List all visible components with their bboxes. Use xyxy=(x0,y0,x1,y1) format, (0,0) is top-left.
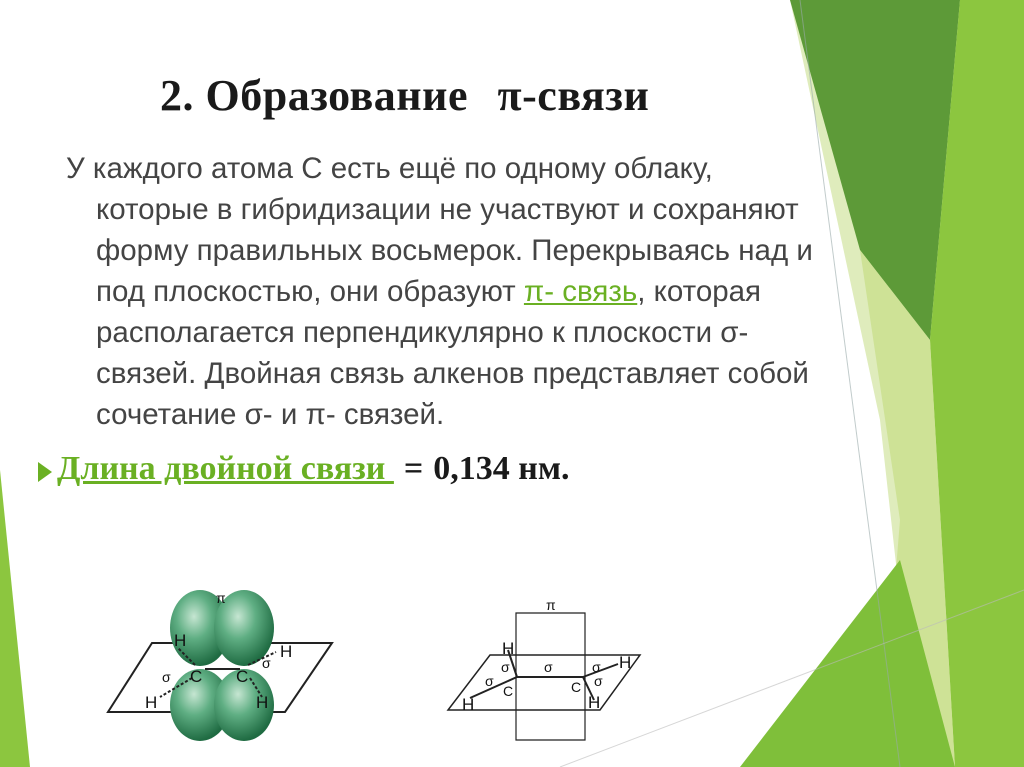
left-c-left: C xyxy=(190,667,203,686)
right-c-left: C xyxy=(503,683,514,699)
left-sigma-right: σ xyxy=(262,655,271,671)
right-sigma-r1: σ xyxy=(592,659,601,675)
left-green-strip xyxy=(0,470,30,767)
left-sigma-left: σ xyxy=(162,669,171,685)
bond-length-equals: = xyxy=(403,450,424,487)
right-h-right-bottom: H xyxy=(588,693,601,712)
para-line-5: располагается перпендикулярно к плоскости σ- xyxy=(96,316,749,349)
para-line-2: которые в гибридизации не участвуют и сохраняют xyxy=(96,193,799,226)
left-molecule-figure xyxy=(108,590,332,741)
left-h-top-left: H xyxy=(174,631,187,650)
right-sigma-l1: σ xyxy=(501,659,510,675)
left-pi-label: π xyxy=(216,590,226,606)
right-h-left: H xyxy=(462,695,475,714)
right-sigma-center: σ xyxy=(544,659,553,675)
para-line-1: У каждого атома С есть ещё по одному облаку, xyxy=(66,152,713,185)
bond-length-value: 0,134 нм. xyxy=(433,450,570,487)
title-number: 2. xyxy=(160,71,194,120)
para-line-4-before: под плоскостью, они образуют xyxy=(96,275,524,308)
para-line-3: форму правильных восьмерок. Перекрываясь над и xyxy=(96,234,813,267)
left-h-bottom-left: H xyxy=(145,693,158,712)
body-paragraph xyxy=(66,148,866,435)
right-c-right: C xyxy=(571,679,582,695)
right-sigma-r2: σ xyxy=(594,673,603,689)
right-schematic-figure xyxy=(448,597,640,740)
bond-length-link[interactable]: Длина двойной связи xyxy=(57,450,394,487)
left-h-top-right: H xyxy=(280,642,293,661)
para-line-4 xyxy=(96,271,866,312)
arrow-bullet-icon xyxy=(38,462,52,482)
title-word: Образование xyxy=(205,71,469,120)
right-pi-label: π xyxy=(546,597,556,613)
slide-title xyxy=(160,70,649,121)
pi-bond-link[interactable]: π- связь xyxy=(523,275,638,308)
left-c-right: C xyxy=(236,667,249,686)
right-h-top: H xyxy=(502,639,515,658)
bond-length-line xyxy=(57,450,570,488)
para-line-6: связей. Двойная связь алкенов представляет собой xyxy=(96,357,809,390)
para-line-4-after: , которая xyxy=(637,275,762,308)
right-h-right-top: H xyxy=(619,653,632,672)
title-bond: π-связи xyxy=(497,71,650,120)
left-h-bottom-right: H xyxy=(256,693,269,712)
right-sigma-l2: σ xyxy=(485,673,494,689)
para-line-7: сочетание σ- и π- связей. xyxy=(96,398,445,431)
